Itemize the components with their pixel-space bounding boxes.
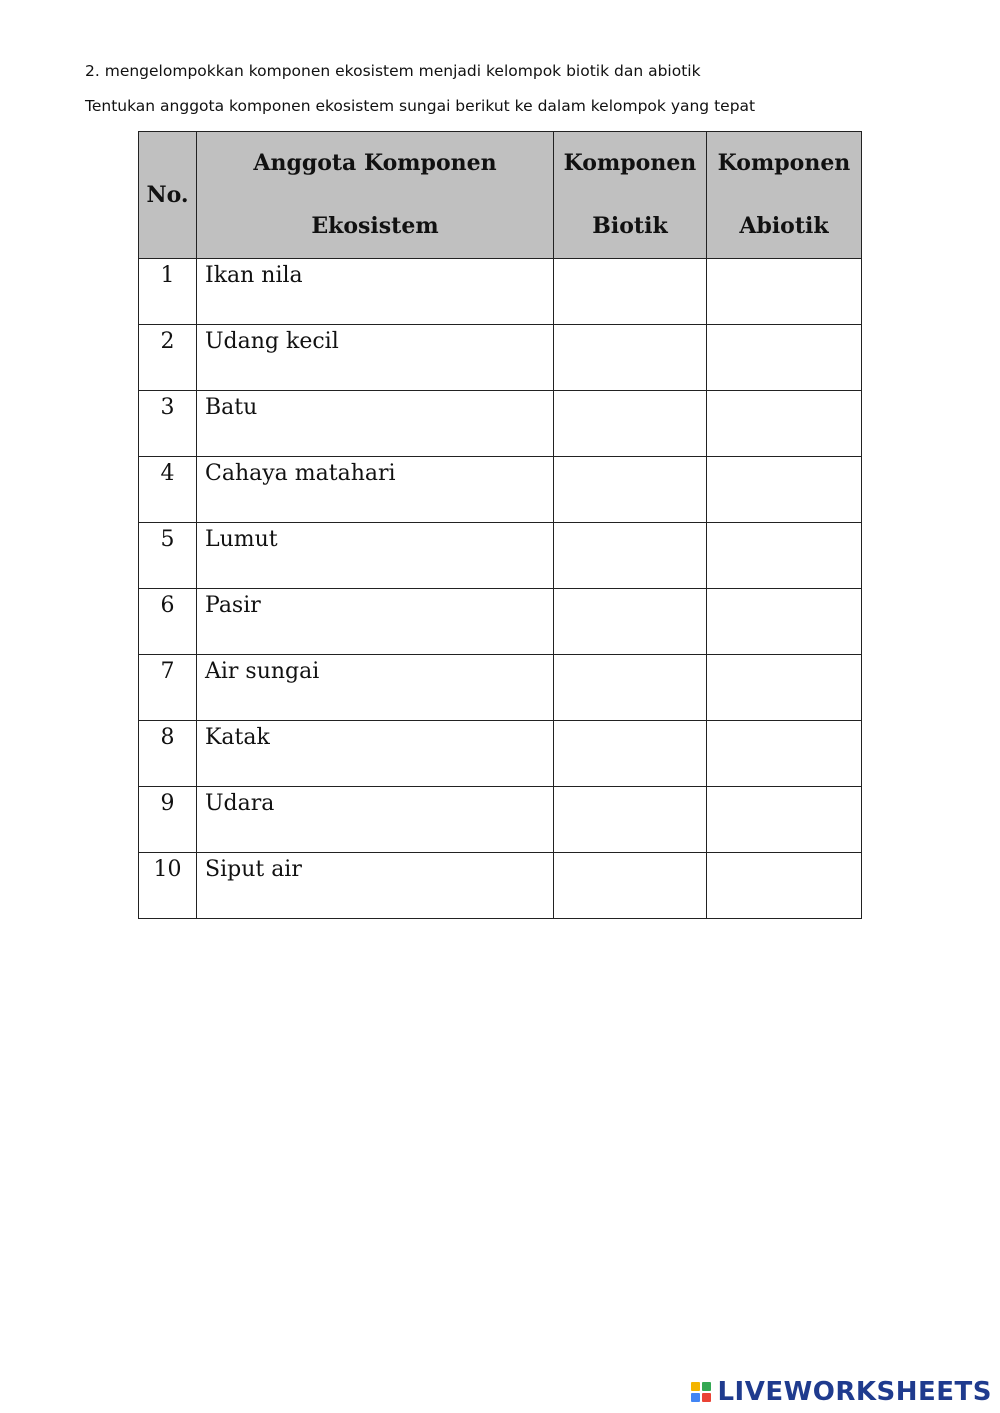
header-abiotic-line1: Komponen	[717, 150, 851, 176]
row-number: 10	[139, 853, 197, 919]
row-number: 1	[139, 259, 197, 325]
abiotic-answer-cell[interactable]	[707, 721, 862, 787]
abiotic-answer-cell[interactable]	[707, 259, 862, 325]
abiotic-answer-cell[interactable]	[707, 457, 862, 523]
row-number: 4	[139, 457, 197, 523]
header-member-line1: Anggota Komponen	[253, 150, 497, 176]
table-row	[139, 589, 862, 655]
header-biotic-line2: Biotik	[592, 213, 668, 239]
abiotic-answer-cell[interactable]	[707, 655, 862, 721]
row-item: Lumut	[197, 523, 554, 589]
row-item: Batu	[197, 391, 554, 457]
instruction-line-1: 2. mengelompokkan komponen ekosistem menjadi kelompok biotik dan abiotik	[85, 62, 701, 80]
biotic-answer-cell[interactable]	[554, 721, 707, 787]
row-item: Katak	[197, 721, 554, 787]
header-no: No.	[139, 132, 197, 259]
row-item: Siput air	[197, 853, 554, 919]
header-biotic	[554, 132, 707, 259]
abiotic-answer-cell[interactable]	[707, 523, 862, 589]
header-member	[197, 132, 554, 259]
liveworksheets-logo-icon	[691, 1382, 711, 1402]
row-item: Pasir	[197, 589, 554, 655]
table-header-row	[139, 132, 862, 259]
header-abiotic	[707, 132, 862, 259]
row-number: 6	[139, 589, 197, 655]
row-item: Ikan nila	[197, 259, 554, 325]
biotic-answer-cell[interactable]	[554, 259, 707, 325]
instruction-line-2: Tentukan anggota komponen ekosistem sungai berikut ke dalam kelompok yang tepat	[85, 97, 756, 115]
liveworksheets-logo	[691, 1377, 992, 1407]
table-row	[139, 523, 862, 589]
header-abiotic-line2: Abiotik	[739, 213, 829, 239]
row-number: 9	[139, 787, 197, 853]
biotic-answer-cell[interactable]	[554, 523, 707, 589]
row-item: Cahaya matahari	[197, 457, 554, 523]
abiotic-answer-cell[interactable]	[707, 325, 862, 391]
biotic-answer-cell[interactable]	[554, 655, 707, 721]
row-item: Udara	[197, 787, 554, 853]
biotic-answer-cell[interactable]	[554, 325, 707, 391]
table-row	[139, 655, 862, 721]
table-row	[139, 787, 862, 853]
row-number: 7	[139, 655, 197, 721]
biotic-answer-cell[interactable]	[554, 853, 707, 919]
table-row	[139, 325, 862, 391]
row-number: 5	[139, 523, 197, 589]
biotic-answer-cell[interactable]	[554, 589, 707, 655]
table-row	[139, 721, 862, 787]
table-row	[139, 853, 862, 919]
abiotic-answer-cell[interactable]	[707, 787, 862, 853]
row-item: Air sungai	[197, 655, 554, 721]
table-row	[139, 259, 862, 325]
liveworksheets-wordmark: LIVEWORKSHEETS	[717, 1377, 992, 1407]
row-number: 2	[139, 325, 197, 391]
biotic-answer-cell[interactable]	[554, 457, 707, 523]
abiotic-answer-cell[interactable]	[707, 589, 862, 655]
abiotic-answer-cell[interactable]	[707, 391, 862, 457]
ecosystem-table	[138, 131, 862, 919]
row-item: Udang kecil	[197, 325, 554, 391]
table-row	[139, 457, 862, 523]
header-biotic-line1: Komponen	[563, 150, 697, 176]
abiotic-answer-cell[interactable]	[707, 853, 862, 919]
biotic-answer-cell[interactable]	[554, 391, 707, 457]
table-row	[139, 391, 862, 457]
row-number: 3	[139, 391, 197, 457]
header-member-line2: Ekosistem	[311, 213, 439, 239]
biotic-answer-cell[interactable]	[554, 787, 707, 853]
row-number: 8	[139, 721, 197, 787]
